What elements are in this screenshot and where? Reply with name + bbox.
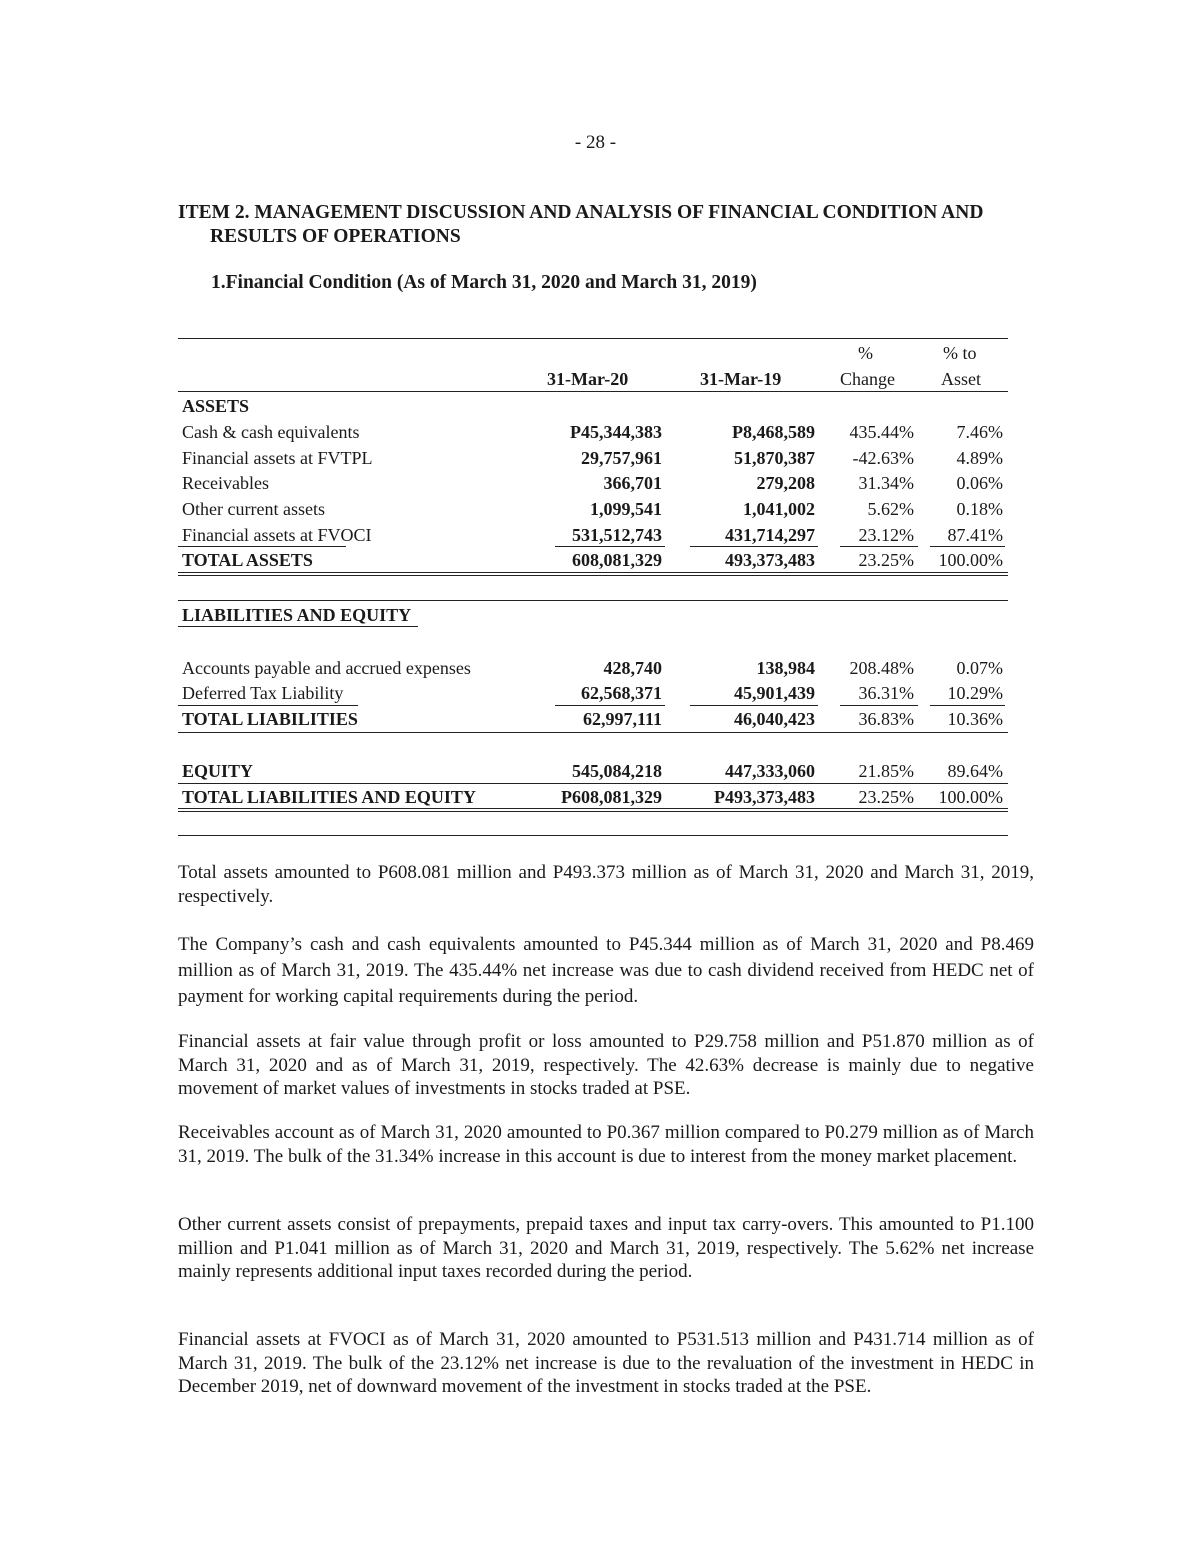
value-to-asset: 0.06%: [956, 473, 1003, 493]
value-mar20: 366,701: [603, 473, 662, 493]
total-liabilities-rule: [178, 732, 1008, 733]
total-assets-double-rule: [178, 572, 1008, 576]
page-number: - 28 -: [574, 132, 617, 153]
value-change: -42.63%: [852, 448, 914, 468]
item-heading-line1: ITEM 2. MANAGEMENT DISCUSSION AND ANALYSIS OF FINANCIAL CONDITION AND: [178, 202, 984, 223]
value-mar19: 431,714,297: [725, 525, 815, 545]
paragraph-fvoci: Financial assets at FVOCI as of March 31, 2020 amounted to P531.513 million and P431.714 million as of March 31, 2019. The bulk of the 23.12% net increase is due to the revaluation of the investment in HEDC in December 2019, net of downward movement of the investment in stocks traded at the PSE.: [178, 1329, 1034, 1397]
section-heading: 1.Financial Condition (As of March 31, 2020 and March 31, 2019): [211, 272, 757, 293]
value-change: 435.44%: [849, 422, 914, 442]
header-31-mar-19: 31-Mar-19: [700, 369, 782, 389]
header-pct-asset-line2: Asset: [941, 369, 981, 389]
value-mar20: 608,081,329: [572, 550, 662, 570]
col1-underline: [555, 705, 665, 706]
value-mar20: 545,084,218: [572, 761, 662, 781]
col3-underline: [840, 705, 918, 706]
value-to-asset: 100.00%: [938, 787, 1003, 807]
liabilities-heading: LIABILITIES AND EQUITY: [182, 605, 412, 625]
value-to-asset: 4.89%: [956, 448, 1003, 468]
label-underline: [178, 705, 358, 706]
value-mar19: 1,041,002: [743, 499, 815, 519]
value-change: 23.25%: [858, 550, 914, 570]
row-label: EQUITY: [182, 761, 254, 781]
row-label: Accounts payable and accrued expenses: [182, 658, 471, 678]
value-mar20: 1,099,541: [590, 499, 662, 519]
label-underline: [178, 546, 346, 547]
value-to-asset: 10.29%: [947, 683, 1003, 703]
paragraph-other-current-assets: Other current assets consist of prepayments, prepaid taxes and input tax carry-overs. This amounted to P1.100 million and P1.041 million as of March 31, 2020 and March 31, 2019, respectively. The 5.62% net increase mainly represents additional input taxes recorded during the period.: [178, 1214, 1034, 1282]
col4-underline: [930, 705, 1005, 706]
col2-underline: [690, 705, 818, 706]
paragraph-receivables: Receivables account as of March 31, 2020 amounted to P0.367 million compared to P0.279 million as of March 31, 2019. The bulk of the 31.34% increase in this account is due to interest from the money market placement.: [178, 1122, 1034, 1167]
paragraph-fvtpl: Financial assets at fair value through profit or loss amounted to P29.758 million and P51.870 million as of March 31, 2020 and as of March 31, 2019, respectively. The 42.63% decrease is mainly due to negative movement of market values of investments in stocks traded at PSE.: [178, 1031, 1034, 1099]
value-mar19: 138,984: [756, 658, 815, 678]
header-pct-change-line1: %: [858, 343, 873, 363]
value-change: 5.62%: [867, 499, 914, 519]
value-mar20: 62,568,371: [581, 683, 662, 703]
value-mar19: 45,901,439: [734, 683, 815, 703]
value-to-asset: 10.36%: [947, 709, 1003, 729]
col2-underline: [690, 546, 818, 547]
value-mar19: 493,373,483: [725, 550, 815, 570]
value-mar20: 62,997,111: [582, 709, 662, 729]
value-mar19: 279,208: [756, 473, 815, 493]
value-mar20: 531,512,743: [572, 525, 662, 545]
value-mar20: 428,740: [603, 658, 662, 678]
row-label: Cash & cash equivalents: [182, 422, 360, 442]
value-mar19: P8,468,589: [732, 422, 815, 442]
equity-rule: [178, 783, 1008, 784]
value-to-asset: 7.46%: [956, 422, 1003, 442]
value-change: 21.85%: [858, 761, 914, 781]
table-bottom-rule: [178, 835, 1008, 836]
row-label: TOTAL ASSETS: [182, 550, 313, 570]
col3-underline: [840, 546, 918, 547]
liabilities-heading-underline: [178, 626, 418, 627]
col1-underline: [555, 546, 665, 547]
item-heading-line2: RESULTS OF OPERATIONS: [210, 226, 461, 247]
value-to-asset: 87.41%: [947, 525, 1003, 545]
header-pct-change-line2: Change: [840, 369, 895, 389]
col4-underline: [930, 546, 1005, 547]
value-change: 31.34%: [858, 473, 914, 493]
row-label: Financial assets at FVTPL: [182, 448, 373, 468]
row-label: TOTAL LIABILITIES AND EQUITY: [182, 787, 476, 807]
row-label: Receivables: [182, 473, 269, 493]
value-change: 36.83%: [858, 709, 914, 729]
value-mar19: 51,870,387: [734, 448, 815, 468]
table-top-rule: [178, 338, 1008, 339]
value-mar19: 447,333,060: [725, 761, 815, 781]
paragraph-cash: The Company’s cash and cash equivalents amounted to P45.344 million as of March 31, 2020 and P8.469 million as of March 31, 2019. The 435.44% net increase was due to cash dividend received from HEDC net of payment for working capital requirements during the period.: [178, 934, 1034, 1007]
value-change: 23.12%: [858, 525, 914, 545]
value-mar20: P45,344,383: [570, 422, 662, 442]
liabilities-top-rule: [178, 600, 1008, 601]
row-label: TOTAL LIABILITIES: [182, 709, 358, 729]
value-mar19: 46,040,423: [734, 709, 815, 729]
header-rule: [178, 391, 1008, 392]
row-label: Other current assets: [182, 499, 325, 519]
paragraph-total-assets: Total assets amounted to P608.081 million and P493.373 million as of March 31, 2020 and March 31, 2019, respectively.: [178, 862, 1034, 907]
item-heading: [178, 201, 1048, 249]
assets-heading: ASSETS: [182, 396, 250, 416]
row-label: Financial assets at FVOCI: [182, 525, 372, 545]
value-to-asset: 89.64%: [947, 761, 1003, 781]
row-label: Deferred Tax Liability: [182, 683, 344, 703]
value-change: 208.48%: [849, 658, 914, 678]
value-to-asset: 0.18%: [956, 499, 1003, 519]
value-mar20: P608,081,329: [561, 787, 662, 807]
value-to-asset: 0.07%: [956, 658, 1003, 678]
header-31-mar-20: 31-Mar-20: [547, 369, 629, 389]
value-to-asset: 100.00%: [938, 550, 1003, 570]
value-change: 23.25%: [858, 787, 914, 807]
value-mar20: 29,757,961: [581, 448, 662, 468]
total-double-rule: [178, 808, 1008, 812]
value-change: 36.31%: [858, 683, 914, 703]
value-mar19: P493,373,483: [714, 787, 815, 807]
header-pct-asset-line1: % to: [943, 343, 977, 363]
